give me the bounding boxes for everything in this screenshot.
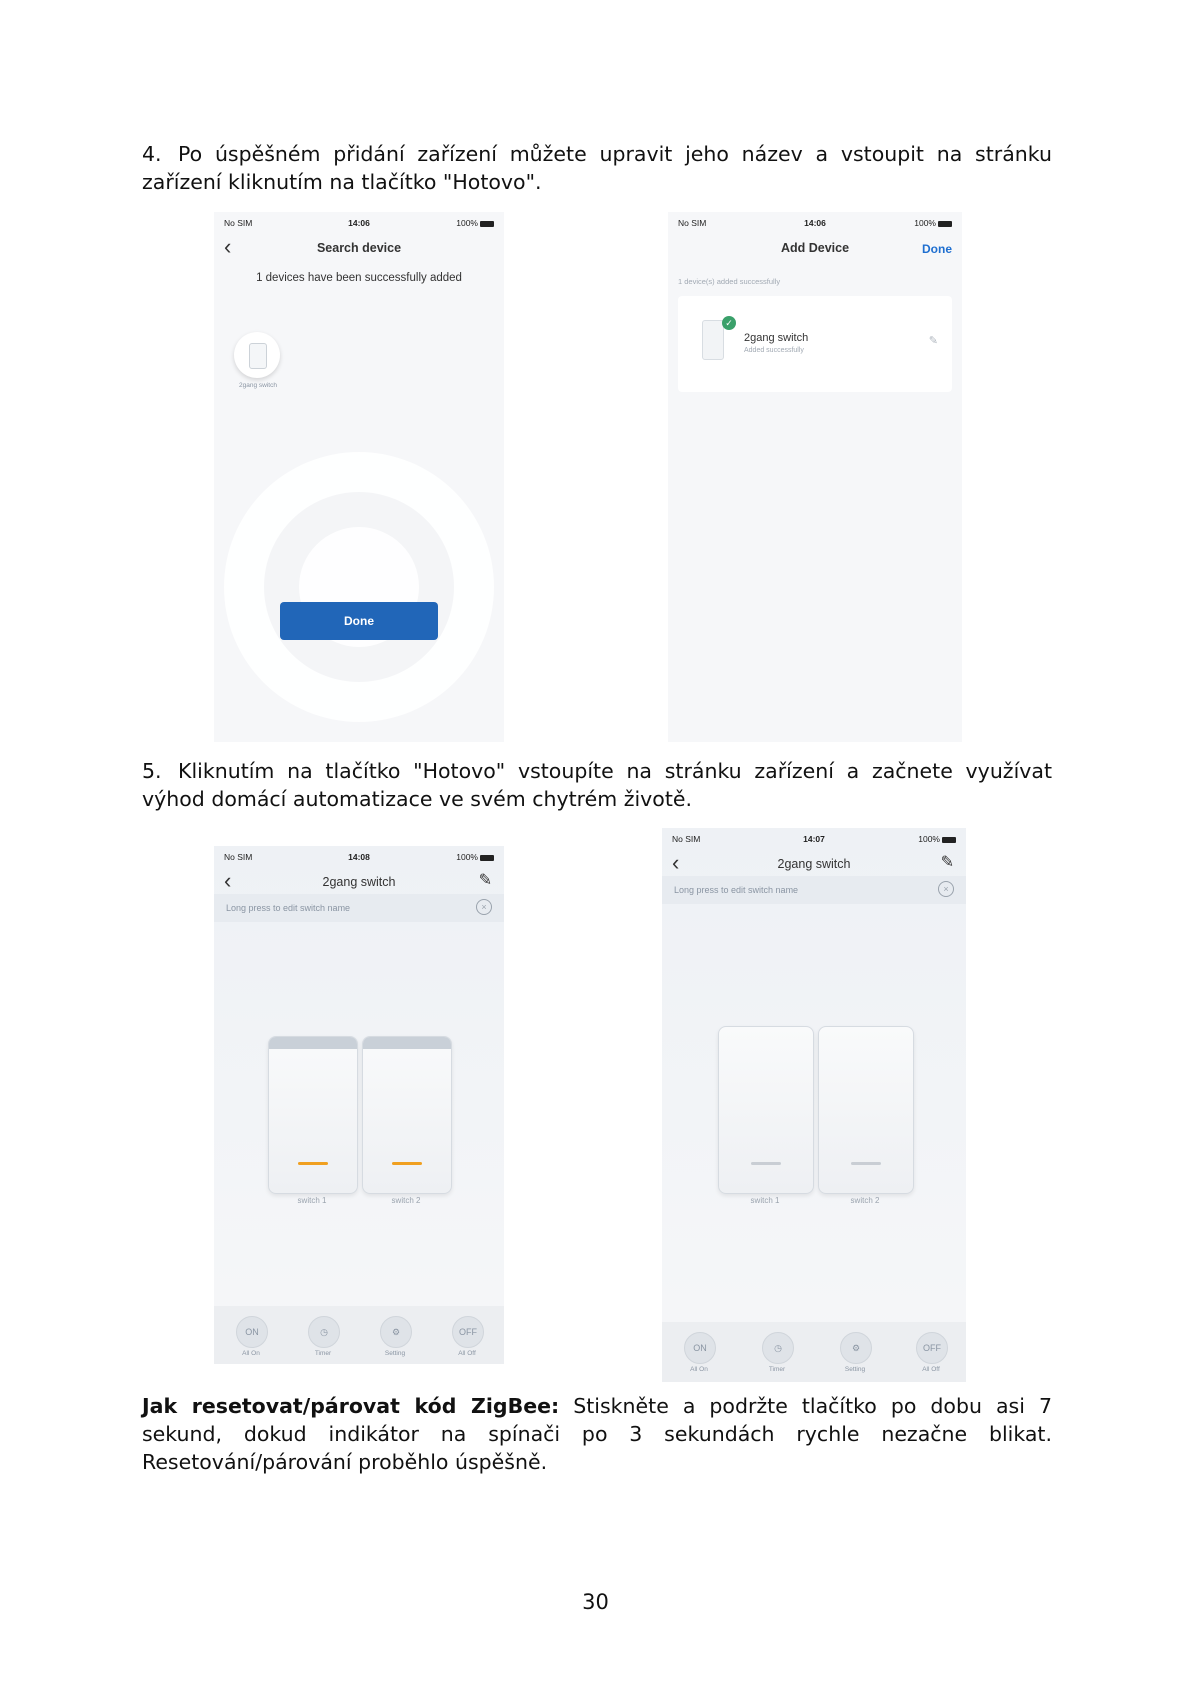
section-label: 1 device(s) added successfully [678, 277, 781, 286]
switch-2-led [392, 1162, 422, 1165]
screen-title: 2gang switch [322, 875, 396, 889]
switch-1-label: switch 1 [297, 1196, 327, 1205]
check-icon: ✓ [722, 316, 736, 330]
nav-bar [668, 234, 962, 264]
switch-1-led [298, 1162, 328, 1165]
battery-indicator [918, 834, 956, 844]
control-bar [662, 1322, 966, 1382]
all-on-button[interactable]: ON [236, 1316, 268, 1348]
carrier: No SIM [224, 852, 253, 862]
setting-gear-icon[interactable]: ⚙ [380, 1316, 412, 1348]
setting-label: Setting [384, 1350, 406, 1357]
switch-off-screenshot [662, 828, 966, 1382]
switch-device-icon [249, 343, 267, 369]
all-off-button[interactable]: OFF [916, 1332, 948, 1364]
back-chevron-icon[interactable]: ‹ [224, 868, 232, 893]
setting-gear-icon[interactable]: ⚙ [840, 1332, 872, 1364]
close-icon[interactable]: × [476, 899, 492, 915]
switch-2-led [851, 1162, 881, 1165]
timer-clock-icon[interactable]: ◷ [308, 1316, 340, 1348]
step-4-number: 4. [142, 142, 162, 166]
close-icon[interactable]: × [938, 881, 954, 897]
hint-text: Long press to edit switch name [226, 903, 351, 913]
all-on-button[interactable]: ON [684, 1332, 716, 1364]
success-message: 1 devices have been successfully added [256, 272, 462, 284]
switch-1-topbar [269, 1037, 357, 1049]
clock: 14:08 [348, 852, 370, 862]
carrier: No SIM [672, 834, 701, 844]
switch-2-topbar [363, 1037, 451, 1049]
timer-clock-icon[interactable]: ◷ [762, 1332, 794, 1364]
battery-text: 100% [456, 218, 478, 228]
carrier: No SIM [224, 218, 253, 228]
screen-title: Search device [316, 241, 402, 255]
clock: 14:06 [348, 218, 370, 228]
back-chevron-icon[interactable]: ‹ [672, 850, 680, 875]
carrier: No SIM [678, 218, 707, 228]
clock: 14:06 [804, 218, 826, 228]
device-bubble-label: 2gang switch [239, 382, 277, 389]
setting-label: Setting [844, 1366, 866, 1373]
add-device-screenshot [668, 212, 962, 742]
control-bar [214, 1306, 504, 1364]
hint-text: Long press to edit switch name [674, 885, 799, 895]
battery-indicator [456, 852, 494, 862]
clock: 14:07 [803, 834, 825, 844]
battery-indicator [456, 218, 494, 228]
battery-indicator [914, 218, 952, 228]
reset-paragraph [142, 1392, 1052, 1476]
step-5-number: 5. [142, 759, 162, 783]
all-off-label: All Off [922, 1366, 940, 1373]
battery-icon [942, 837, 956, 843]
search-device-screenshot [214, 212, 504, 742]
status-bar [214, 212, 504, 234]
switch-1-label: switch 1 [750, 1196, 780, 1205]
screen-title: 2gang switch [777, 857, 851, 871]
switch-1-led [751, 1162, 781, 1165]
battery-icon [480, 221, 494, 227]
done-button[interactable]: Done [280, 602, 438, 640]
battery-text: 100% [918, 834, 940, 844]
status-bar [668, 212, 962, 234]
step-5-paragraph [142, 757, 1052, 813]
device-name: 2gang switch [744, 332, 809, 344]
nav-bar [214, 234, 504, 264]
switch-1-button[interactable] [718, 1026, 814, 1194]
step-5-text: Kliknutím na tlačítko "Hotovo" vstoupíte na stránku zařízení a začnete využívat výhod domácí automatizace ve svém chytrém životě. [142, 759, 1052, 811]
timer-label: Timer [314, 1350, 332, 1357]
step-4-paragraph [142, 140, 1052, 196]
switch-2-label: switch 2 [391, 1196, 421, 1205]
status-bar [662, 828, 966, 850]
all-on-label: All On [690, 1366, 708, 1373]
switch-2-button[interactable] [818, 1026, 914, 1194]
timer-label: Timer [768, 1366, 786, 1373]
switch-2-button[interactable] [362, 1036, 452, 1194]
battery-text: 100% [914, 218, 936, 228]
edit-pencil-icon[interactable]: ✎ [478, 872, 492, 889]
edit-pencil-icon[interactable]: ✎ [928, 335, 938, 347]
status-bar [214, 846, 504, 868]
step-4-text: Po úspěšném přidání zařízení můžete upravit jeho název a vstoupit na stránku zařízení kliknutím na tlačítko "Hotovo". [142, 142, 1052, 194]
screen-title: Add Device [780, 241, 850, 255]
all-off-label: All Off [458, 1350, 476, 1357]
reset-text: Stiskněte a podržte tlačítko po dobu asi 7 sekund, dokud indikátor na spínači po 3 sekundách rychle nezačne blikat. Resetování/párování proběhlo úspěšně. [142, 1394, 1052, 1474]
hint-banner [662, 876, 966, 904]
switch-on-screenshot [214, 846, 504, 1364]
all-on-label: All On [242, 1350, 260, 1357]
switch-1-button[interactable] [268, 1036, 358, 1194]
page-number: 30 [582, 1590, 609, 1614]
back-chevron-icon[interactable]: ‹ [224, 234, 232, 259]
hint-banner [214, 894, 504, 922]
done-link[interactable]: Done [922, 242, 952, 256]
reset-heading: Jak resetovat/párovat kód ZigBee: [142, 1394, 560, 1418]
device-status: Added successfully [744, 347, 804, 354]
battery-text: 100% [456, 852, 478, 862]
device-bubble[interactable] [234, 332, 280, 378]
battery-icon [480, 855, 494, 861]
switch-2-label: switch 2 [850, 1196, 880, 1205]
all-off-button[interactable]: OFF [452, 1316, 484, 1348]
switch-device-icon [702, 320, 724, 360]
edit-pencil-icon[interactable]: ✎ [940, 854, 954, 871]
device-card[interactable] [678, 296, 952, 392]
battery-icon [938, 221, 952, 227]
